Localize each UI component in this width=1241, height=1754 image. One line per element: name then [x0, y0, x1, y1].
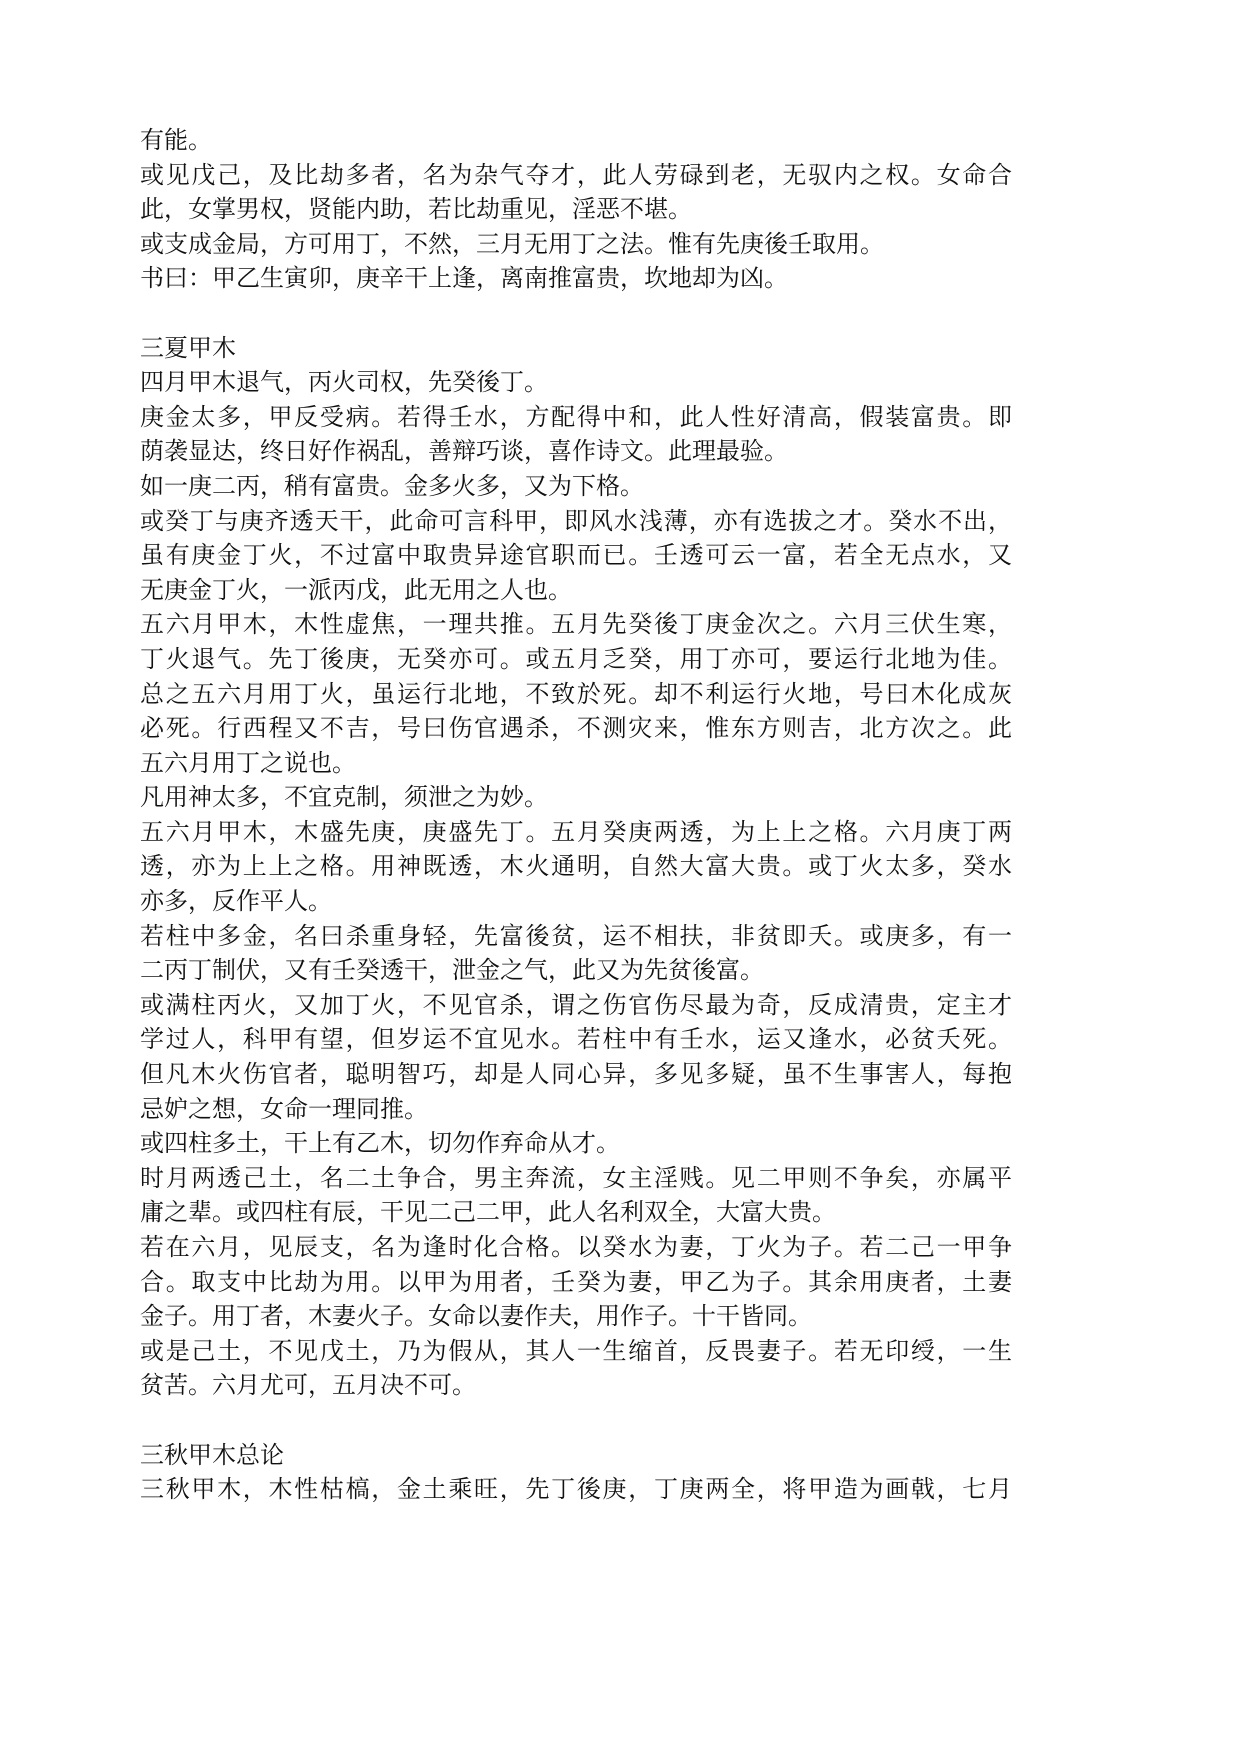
paragraph-line: 荫袭显达，终日好作祸乱，善辩巧谈，喜作诗文。此理最验。: [140, 437, 788, 466]
paragraph: [140, 123, 1012, 158]
paragraph-line: 必死。行西程又不吉，号曰伤官遇杀，不测灾来，惟东方则吉，北方次之。此: [140, 714, 1012, 743]
paragraph-line: 丁火退气。先丁後庚，无癸亦可。或五月乏癸，用丁亦可，要运行北地为佳。: [140, 644, 1012, 673]
blank-line: [140, 296, 1012, 331]
paragraph-line: 时月两透己土，名二土争合，男主奔流，女主淫贱。见二甲则不争矣，亦属平: [140, 1163, 1012, 1192]
paragraph: [140, 1472, 1012, 1507]
paragraph-line: 若在六月，见辰支，名为逢时化合格。以癸水为妻，丁火为子。若二己一甲争: [140, 1233, 1012, 1261]
blank-line: [140, 1403, 1012, 1438]
paragraph-line: 或是己土，不见戊土，乃为假从，其人一生缩首，反畏妻子。若无印绶，一生: [140, 1336, 1012, 1365]
paragraph: [140, 919, 1012, 988]
section-heading: [140, 331, 1012, 366]
paragraph-line: 如一庚二丙，稍有富贵。金多火多，又为下格。: [140, 471, 644, 500]
paragraph-line: 或癸丁与庚齐透天干，此命可言科甲，即风水浅薄，亦有选拔之才。癸水不出，: [140, 506, 1012, 535]
paragraph: [140, 1161, 1012, 1230]
paragraph: [140, 365, 1012, 400]
paragraph-line: 忌妒之想，女命一理同推。: [140, 1094, 428, 1123]
paragraph-line: 凡用神太多，不宜克制，须泄之为妙。: [140, 783, 548, 812]
paragraph-line: 或见戊己，及比劫多者，名为杂气夺才，此人劳碌到老，无驭内之权。女命合: [140, 160, 1012, 189]
paragraph-line: 书曰：甲乙生寅卯，庚辛干上逢，离南推富贵，坎地却为凶。: [140, 264, 788, 293]
paragraph-line: 或四柱多土，干上有乙木，切勿作弃命从才。: [140, 1129, 620, 1158]
paragraph-line: 庚金太多，甲反受病。若得壬水，方配得中和，此人性好清高，假装富贵。即: [140, 402, 1012, 431]
paragraph: [140, 1126, 1012, 1161]
heading-text: 三秋甲木总论: [140, 1440, 284, 1469]
paragraph: [140, 227, 1012, 262]
paragraph-line: 此，女掌男权，贤能内助，若比劫重见，淫恶不堪。: [140, 195, 692, 224]
paragraph: [140, 607, 1012, 780]
document-page: [140, 123, 1012, 1507]
paragraph: [140, 158, 1012, 227]
paragraph-line: 学过人，科甲有望，但岁运不宜见水。若柱中有壬水，运又逢水，必贫夭死。: [140, 1025, 1012, 1054]
paragraph-line: 但凡木火伤官者，聪明智巧，却是人同心异，多见多疑，虽不生事害人，每抱: [140, 1060, 1012, 1089]
paragraph-line: 三秋甲木，木性枯槁，金土乘旺，先丁後庚，丁庚两全，将甲造为画戟，七月: [140, 1475, 1012, 1504]
paragraph-line: 总之五六月用丁火，虽运行北地，不致於死。却不利运行火地，号曰木化成灰: [140, 679, 1012, 708]
paragraph-line: 或满柱丙火，又加丁火，不见官杀，谓之伤官伤尽最为奇，反成清贵，定主才: [140, 990, 1012, 1019]
paragraph-line: 贫苦。六月尤可，五月决不可。: [140, 1371, 476, 1400]
paragraph-line: 五六月用丁之说也。: [140, 748, 356, 777]
paragraph-line: 五六月甲木，木盛先庚，庚盛先丁。五月癸庚两透，为上上之格。六月庚丁两: [140, 817, 1012, 846]
paragraph: [140, 400, 1012, 469]
paragraph: [140, 261, 1012, 296]
paragraph: [140, 1334, 1012, 1403]
paragraph-line: 庸之辈。或四柱有辰，干见二己二甲，此人名利双全，大富大贵。: [140, 1198, 836, 1227]
heading-text: 三夏甲木: [140, 333, 236, 362]
paragraph-line: 二丙丁制伏，又有壬癸透干，泄金之气，此又为先贫後富。: [140, 956, 764, 985]
paragraph: [140, 504, 1012, 608]
paragraph-line: 亦多，反作平人。: [140, 887, 332, 916]
paragraph-line: 若柱中多金，名曰杀重身轻，先富後贫，运不相扶，非贫即夭。或庚多，有一: [140, 921, 1012, 950]
paragraph-line: 五六月甲木，木性虚焦，一理共推。五月先癸後丁庚金次之。六月三伏生寒，: [140, 610, 1012, 639]
paragraph: [140, 988, 1012, 1126]
paragraph: [140, 1230, 1012, 1334]
paragraph: [140, 815, 1012, 919]
paragraph: [140, 469, 1012, 504]
paragraph-line: 或支成金局，方可用丁，不然，三月无用丁之法。惟有先庚後壬取用。: [140, 229, 884, 258]
section-heading: [140, 1438, 1012, 1473]
paragraph-line: 合。取支中比劫为用。以甲为用者，壬癸为妻，甲乙为子。其余用庚者，土妻: [140, 1267, 1012, 1296]
paragraph-line: 金子。用丁者，木妻火子。女命以妻作夫，用作子。十干皆同。: [140, 1302, 812, 1331]
paragraph-line: 四月甲木退气，丙火司权，先癸後丁。: [140, 368, 548, 397]
paragraph-line: 有能。: [140, 126, 212, 154]
paragraph: [140, 780, 1012, 815]
paragraph-line: 虽有庚金丁火，不过富中取贵异途官职而已。壬透可云一富，若全无点水，又: [140, 541, 1012, 570]
paragraph-line: 透，亦为上上之格。用神既透，木火通明，自然大富大贵。或丁火太多，癸水: [140, 852, 1012, 881]
paragraph-line: 无庚金丁火，一派丙戊，此无用之人也。: [140, 575, 572, 604]
